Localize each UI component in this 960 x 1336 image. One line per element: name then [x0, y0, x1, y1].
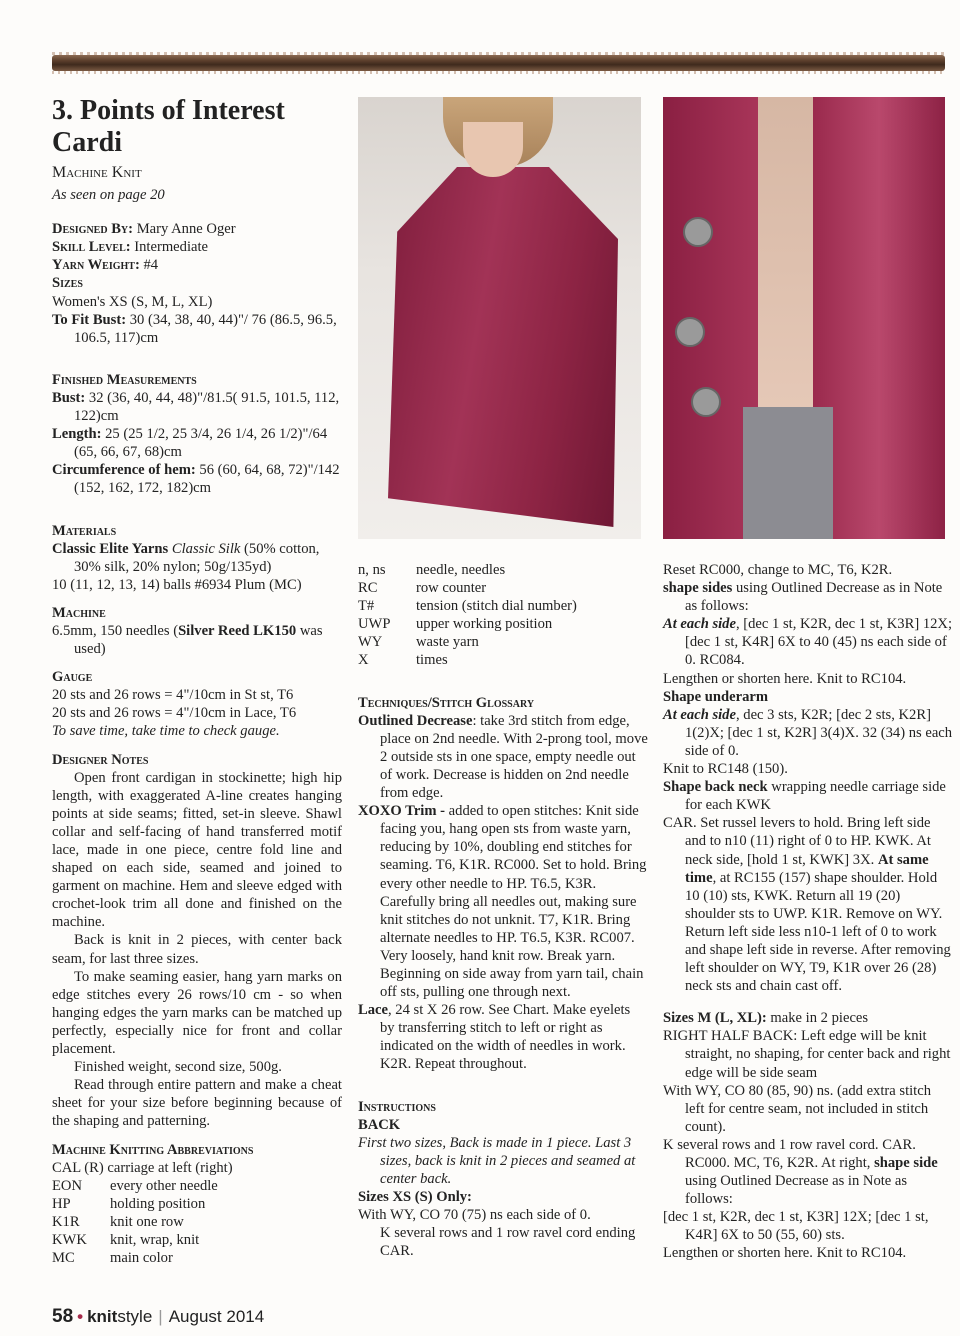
k-several-text: K several rows and 1 row ravel cord. CAR. RC000. MC, T6, K2R. At right,	[663, 1136, 916, 1171]
gauge-heading: Gauge	[52, 669, 93, 686]
at-each-side	[663, 615, 953, 669]
title-line-2: Cardi	[52, 127, 122, 158]
abbr-list-2	[358, 561, 648, 670]
techniques-heading: Techniques/Stitch Glossary	[358, 694, 535, 711]
circ-label: Circumference of hem:	[52, 462, 196, 479]
sizes-value: Women's XS (S, M, L, XL)	[52, 293, 213, 310]
abbr-key: UWP	[358, 616, 391, 633]
necklace-bead	[683, 217, 713, 247]
notes-p3: To make seaming easier, hang yarn marks on edge stitches every 26 rows/10 cm - so when hanging edges the yarn marks can be matched up perfectly, especially nice for front and collar placement.	[52, 968, 342, 1058]
back-note	[358, 1134, 648, 1188]
sizes-ml-text: make in 2 pieces	[770, 1010, 869, 1027]
machine-text-a: 6.5mm, 150 needles (	[52, 622, 179, 639]
bust	[52, 389, 342, 425]
yarn-name: Classic Silk	[171, 540, 241, 557]
machine-text-b: was used)	[74, 622, 323, 658]
abbr-key: EON	[52, 1177, 82, 1194]
abbr-key: X	[358, 652, 369, 669]
back-neck	[663, 778, 953, 814]
shape-side-label: shape side	[874, 1155, 938, 1171]
yarn-weight	[52, 256, 342, 274]
shape-text: using Outlined Decrease as in Note as follows:	[685, 580, 943, 615]
yarn-desc: (50% cotton, 30% silk, 20% nylon; 50g/135yd)	[74, 540, 320, 575]
shape-label: shape sides	[663, 580, 733, 597]
right-half-back: RIGHT HALF BACK: Left edge will be knit straight, no shaping, for center back and right edge will be side seam	[663, 1028, 951, 1081]
lace	[358, 1001, 648, 1073]
bust-value: 32 (36, 40, 44, 48)"/81.5( 91.5, 101.5, 112, 122)cm	[74, 389, 340, 425]
xs-text-2: K several rows and 1 row ravel cord ending CAR.	[380, 1225, 636, 1260]
skill-value: Intermediate	[134, 239, 209, 256]
car-text	[663, 814, 953, 995]
issue-date: August 2014	[168, 1307, 265, 1326]
column-1	[52, 95, 342, 1267]
back-heading: BACK	[358, 1116, 401, 1133]
abbr-value: every other needle	[110, 1177, 218, 1194]
column-2	[358, 561, 648, 1260]
at-each-label-2: At each side	[663, 706, 736, 723]
back-note-2: Last 3 sizes, back is knit in 2 pieces and seamed at center back.	[380, 1134, 636, 1187]
abbr-value: row counter	[416, 580, 487, 597]
xoxo-label: XOXO Trim -	[358, 803, 446, 820]
od-label: Outlined Decrease	[358, 712, 473, 729]
machine-text	[52, 622, 342, 658]
sizes-ml-label: Sizes M (L, XL):	[663, 1010, 767, 1027]
at-each-text: , [dec 1 st, K2R, dec 1 st, K3R] 12X; [dec 1 st, K4R] 6X to 40 (45) ns each side of 0. RC084.	[685, 616, 953, 669]
od-text: : take 3rd stitch from edge, place on 2nd needle. With 2-prong tool, move 2 outside sts in one space, empty needle out of work. Decrease is hidden on 2nd needle from edge.	[380, 712, 648, 802]
xs-text-1: With WY, CO 70 (75) ns each side of 0.	[358, 1207, 591, 1224]
gauge-note: To save time, take time to check gauge.	[52, 723, 280, 740]
designed-by-label: Designed By:	[52, 221, 134, 238]
brand-rest: style	[117, 1307, 153, 1326]
notes-heading: Designer Notes	[52, 751, 149, 768]
lengthen-2: Lengthen or shorten here. Knit to RC104.	[663, 1245, 907, 1262]
fit-label: To Fit Bust:	[52, 311, 127, 328]
notes-p2: Back is knit in 2 pieces, with center back seam, for last three sizes.	[52, 932, 342, 967]
machine-model: Silver Reed LK150	[178, 622, 297, 639]
reset: Reset RC000, change to MC, T6, K2R.	[663, 562, 893, 578]
pattern-subtitle: Machine Knit	[52, 164, 142, 181]
circ-value: 56 (60, 64, 68, 72)"/142 (152, 162, 172, 182)cm	[74, 462, 340, 497]
abbr-value: needle, needles	[416, 562, 506, 578]
grey-top	[743, 407, 833, 539]
abbr-key: RC	[358, 580, 378, 597]
skill-label: Skill Level:	[52, 239, 131, 256]
neck-text: wrapping needle carriage side for each KWK	[685, 779, 946, 814]
gauge-line-2: 20 sts and 26 rows = 4"/10cm in Lace, T6	[52, 705, 297, 722]
shape-sides	[663, 579, 953, 615]
page-number: 58	[52, 1306, 74, 1327]
abbr-key: WY	[358, 634, 383, 651]
k-several	[663, 1136, 953, 1208]
page-footer	[52, 1306, 264, 1328]
underarm-heading: Shape underarm	[663, 688, 769, 705]
lace-text: , 24 st X 26 row. See Chart. Make eyelets by transferring stitch to left or right as indicated on the width of needles in work. K2R. Repeat throughout.	[380, 1002, 631, 1073]
brand-bold: knit	[87, 1307, 118, 1326]
yarn-weight-value: #4	[143, 257, 159, 274]
fit-value: 30 (34, 38, 40, 44)"/ 76 (86.5, 96.5, 106.5, 117)cm	[74, 311, 337, 346]
yarn-brand: Classic Elite Yarns	[52, 540, 169, 557]
notes-p4: Finished weight, second size, 500g.	[74, 1059, 282, 1076]
title-line-1: 3. Points of Interest	[52, 95, 285, 126]
fit-bust	[52, 311, 342, 347]
machine-heading: Machine	[52, 604, 106, 621]
shape-side-text: using Outlined Decrease as in Note as follows:	[685, 1173, 908, 1208]
xoxo-trim	[358, 802, 648, 1001]
abbr-value: holding position	[110, 1195, 206, 1212]
same-time-label: At same time	[685, 851, 929, 886]
necklace-bead	[691, 387, 721, 417]
abbr-key: HP	[52, 1195, 71, 1212]
xs-label: Sizes XS (S) Only:	[358, 1189, 472, 1205]
abbr-key: T#	[358, 598, 375, 615]
lace-label: Lace	[358, 1002, 388, 1019]
abbr-value: upper working position	[416, 616, 553, 633]
abbr-value: knit one row	[110, 1213, 184, 1230]
underarm	[663, 706, 953, 760]
car-text-2: , at RC155 (157) shape shoulder. Hold 10 (10) sts, KWK. Return all 19 (20) shoulder sts to UWP. K1R. Remove on WY. Return left side less n10-1 left of 0 to work and shape left side in reverse. After removing left shoulder on WY, T9, K1R over 26 (28) neck sts and chain cast off.	[685, 869, 951, 995]
abbr-key: KWK	[52, 1231, 87, 1248]
sizes-label: Sizes	[52, 275, 83, 292]
pattern-title	[52, 95, 342, 159]
circumference	[52, 461, 342, 497]
abbr-value: tension (stitch dial number)	[416, 598, 577, 615]
neck-label: Shape back neck	[663, 779, 768, 796]
necklace-bead	[675, 317, 705, 347]
photo-collar-detail	[663, 97, 945, 539]
cardigan-shape	[388, 167, 618, 527]
abbr-value: times	[416, 652, 448, 669]
materials-balls: 10 (11, 12, 13, 14) balls #6934 Plum (MC)	[52, 576, 302, 593]
abbr-heading: Machine Knitting Abbreviations	[52, 1141, 254, 1158]
outlined-decrease	[358, 712, 648, 802]
gauge-line-1: 20 sts and 26 rows = 4"/10cm in St st, T6	[52, 687, 294, 704]
instructions-heading: Instructions	[358, 1098, 436, 1115]
abbr-key: K1R	[52, 1213, 80, 1230]
notes-p1: Open front cardigan in stockinette; high hip length, with exaggerated A-line creates hanging points at side seams; fitted, set-in sleeve. Shawl collar and self-facing of hand transferred motif lace, made in one piece, centre fold line and shaped on each side, seamed and joined to garment on machine. Hem and sleeve edged with crochet-look trim all done and finished on the machine.	[52, 769, 342, 931]
designed-by	[52, 220, 342, 238]
sizes-ml	[663, 1009, 953, 1027]
underarm-text: , dec 3 sts, K2R; [dec 2 sts, K2R] 1(2)X; [dec 1 st, K2R] 3(4)X. 32 (34) ns each side of 0.	[685, 706, 953, 759]
abbr-list-1	[52, 1177, 342, 1267]
back-note-1: First two sizes, Back is made in 1 piece.	[358, 1134, 592, 1151]
decorative-yarn-banner	[52, 55, 945, 71]
abbr-value: waste yarn	[416, 634, 479, 651]
materials-yarn	[52, 540, 342, 576]
lengthen-1: Lengthen or shorten here. Knit to RC104.	[663, 670, 907, 687]
photo-model-full	[358, 97, 641, 539]
wy-text: With WY, CO 80 (85, 90) ns. (add extra stitch left for centre seam, not included in stitch count).	[663, 1082, 932, 1135]
abbr-value: knit, wrap, knit	[110, 1231, 200, 1248]
finished-heading: Finished Measurements	[52, 371, 197, 388]
abbr-first: CAL (R) carriage at left (right)	[52, 1159, 233, 1176]
abbr-value: main color	[110, 1250, 173, 1267]
designed-by-value: Mary Anne Oger	[136, 221, 236, 238]
car-text-1: CAR. Set russel levers to hold. Bring left side and to n10 (11) right of 0 to HP. KWK. At neck side, [hold 1 st, KWK] 3X.	[663, 815, 931, 868]
skill-level	[52, 238, 342, 256]
column-3	[663, 561, 953, 1263]
separator: |	[158, 1307, 163, 1326]
knit-148: Knit to RC148 (150).	[663, 761, 788, 778]
yarn-weight-label: Yarn Weight:	[52, 257, 140, 274]
at-each-label: At each side	[663, 616, 736, 633]
dec-text: [dec 1 st, K2R, dec 1 st, K3R] 12X; [dec 1 st, K4R] 6X to 50 (55, 60) sts.	[663, 1209, 929, 1244]
materials-heading: Materials	[52, 522, 117, 539]
notes-p5: Read through entire pattern and make a cheat sheet for your size before beginning because of the shaping and patterning.	[52, 1077, 342, 1130]
length-value: 25 (25 1/2, 25 3/4, 26 1/4, 26 1/2)"/64 (65, 66, 67, 68)cm	[74, 426, 328, 461]
abbr-key: MC	[52, 1250, 75, 1267]
xoxo-text: added to open stitches: Knit side facing you, hang open sts from waste yarn, reducing by 10%, doubling end stitches for seaming. T6, K1R. RC000. Set to hold. Bring every other needle to HP. T6.5, K3R. Carefully bring all needles out, making sure knit stitches do not unknit. T7, K1R. Bring alternate needles to HP. T6.5, K3R. RC007. Very loosely, hand knit row. Break yarn. Beginning on side away from yarn tail, chain off sts, pulling one through next.	[380, 803, 647, 1001]
bust-label: Bust:	[52, 389, 86, 406]
bullet-icon: •	[77, 1307, 84, 1326]
length-label: Length:	[52, 426, 102, 443]
seen-on-page: As seen on page 20	[52, 187, 165, 204]
brand-name	[87, 1307, 152, 1326]
length	[52, 425, 342, 461]
abbr-key: n, ns	[358, 562, 386, 578]
